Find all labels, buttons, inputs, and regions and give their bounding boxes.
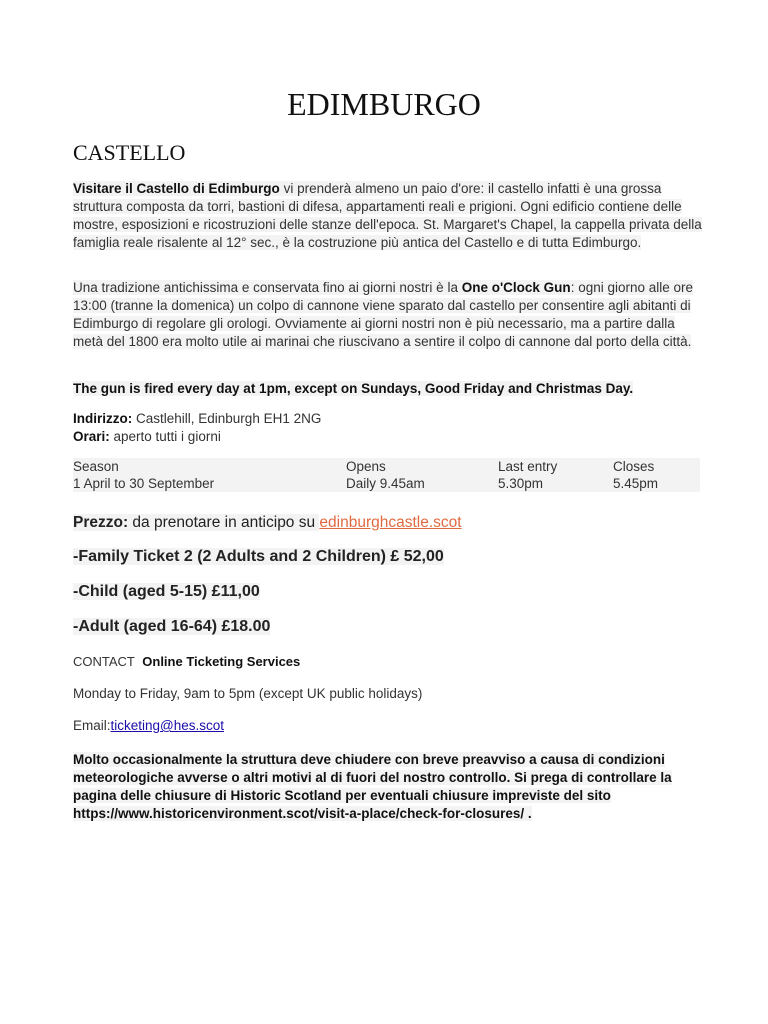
table-row [73, 475, 700, 492]
ticket-adult [73, 618, 270, 636]
price-label: Prezzo: [73, 514, 129, 531]
tradition-before: Una tradizione antichissima e conservata fino ai giorni nostri è la [73, 280, 462, 295]
email-line [73, 718, 224, 733]
table-cell: Daily 9.45am [346, 475, 498, 492]
tradition-after: : ogni giorno alle ore 13:00 (tranne la domenica) un colpo di cannone viene sparato dal castello per consentire agli abitanti di Edimburgo di regolare gli orologi. Ovviamente ai giorni nostri non è più necessario, ma a partire dalla metà del 1800 era molto utile ai marinai che riuscivano a sentire il colpo di cannone dal porto della città. [73, 280, 694, 349]
address-value: Castlehill, Edinburgh EH1 2NG [132, 411, 322, 426]
page-title: EDIMBURGO [287, 86, 481, 122]
address-block [73, 410, 703, 446]
hours-label: Orari: [73, 429, 110, 444]
contact-line [73, 654, 300, 669]
table-header-row [73, 458, 700, 475]
table-cell: 5.45pm [613, 475, 700, 492]
section-heading: CASTELLO [73, 140, 186, 165]
price-text: da prenotare in anticipo su [128, 514, 320, 531]
ticket-child [73, 583, 260, 601]
address-label: Indirizzo: [73, 411, 133, 426]
ticket-child-text: -Child (aged 5-15) £11,00 [73, 583, 260, 600]
ticket-family-text: -Family Ticket 2 (2 Adults and 2 Children) £ 52,00 [73, 548, 444, 565]
closure-note [73, 751, 698, 823]
price-line [73, 514, 462, 532]
email-label: Email: [73, 718, 111, 733]
table-header: Closes [613, 458, 700, 475]
closure-note-text: Molto occasionalmente la struttura deve chiudere con breve preavviso a causa di condizioni meteorologiche avverse o altri motivi al di fuori del nostro controllo. Si prega di controllare la pagina delle chiusure di Historic Scotland per eventuali chiusure impreviste del sito https://www.historicenvironment.scot/visit-a-place/check-for-closures/ . [73, 752, 672, 821]
contact-hours: Monday to Friday, 9am to 5pm (except UK public holidays) [73, 686, 423, 701]
gun-note [73, 380, 703, 398]
ticket-adult-text: -Adult (aged 16-64) £18.00 [73, 618, 271, 635]
tradition-paragraph [73, 279, 703, 351]
table-header: Last entry [498, 458, 613, 475]
booking-link[interactable]: edinburghcastle.scot [319, 514, 462, 531]
contact-label: CONTACT [73, 654, 135, 669]
ticket-family [73, 548, 444, 566]
intro-bold: Visitare il Castello di Edimburgo [73, 181, 280, 196]
email-link[interactable]: ticketing@hes.scot [110, 718, 225, 733]
opening-hours-table [73, 458, 700, 492]
intro-paragraph [73, 180, 703, 252]
hours-value: aperto tutti i giorni [109, 429, 221, 444]
contact-service: Online Ticketing Services [142, 654, 301, 669]
table-header: Opens [346, 458, 498, 475]
table-cell: 5.30pm [498, 475, 613, 492]
table-header: Season [73, 458, 346, 475]
gun-note-text: The gun is fired every day at 1pm, except on Sundays, Good Friday and Christmas Day. [73, 381, 634, 396]
tradition-bold: One o'Clock Gun [461, 280, 571, 295]
intro-text: vi prenderà almeno un paio d'ore: il castello infatti è una grossa struttura composta da torri, bastioni di difesa, appartamenti reali e prigioni. Ogni edificio contiene delle mostre, esposizioni e ricostruzioni delle stanze dell'epoca. St. Margaret's Chapel, la cappella privata della famiglia reale risalente al 12° sec., è la costruzione più antica del Castello e di tutta Edimburgo. [73, 181, 702, 250]
table-cell: 1 April to 30 September [73, 475, 346, 492]
